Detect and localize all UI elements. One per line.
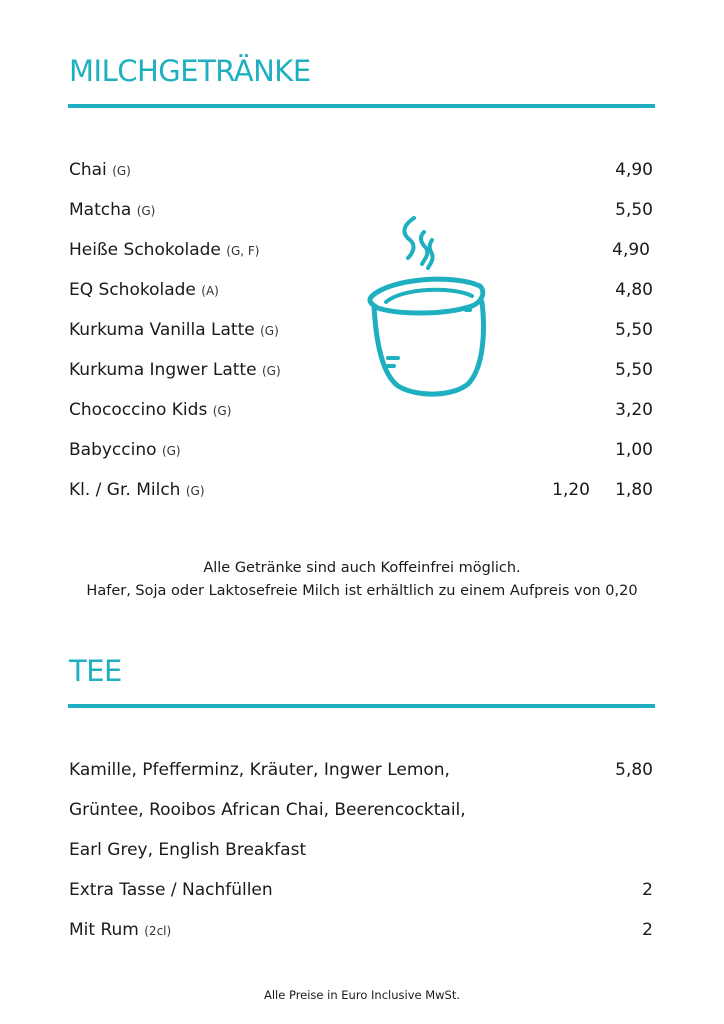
- item-name: Babyccino: [69, 440, 157, 460]
- allergen-note: (G): [212, 404, 232, 418]
- section-divider-tea: [68, 704, 655, 708]
- allergen-note: (G): [261, 364, 281, 378]
- hot-cup-icon: [362, 212, 492, 402]
- menu-item: [69, 158, 655, 182]
- item-name: Extra Tasse / Nachfüllen: [69, 880, 273, 900]
- allergen-note: (A): [201, 284, 219, 298]
- item-price: 5,50: [615, 360, 653, 380]
- item-price-small: 1,20: [552, 480, 590, 500]
- item-name: Kurkuma Vanilla Latte: [69, 320, 255, 340]
- item-name: Heiße Schokolade: [69, 240, 221, 260]
- item-name-wrap: [69, 198, 155, 223]
- item-name: Chai: [69, 160, 107, 180]
- item-price: 1,80: [615, 480, 653, 500]
- size-note: (2cl): [144, 924, 172, 938]
- allergen-note: (G): [260, 324, 279, 338]
- item-price: 5,50: [615, 320, 653, 340]
- item-name: Kurkuma Ingwer Latte: [69, 360, 257, 380]
- item-name: Grüntee, Rooibos African Chai, Beerencocktail,: [69, 800, 466, 820]
- item-price: 5,50: [615, 200, 653, 220]
- footer-note: Alle Preise in Euro Inclusive MwSt.: [263, 988, 461, 1002]
- note-line: Hafer, Soja oder Laktosefreie Milch ist erhältlich zu einem Aufpreis von 0,20: [86, 583, 638, 599]
- section-title-milk: MILCHGETRÄNKE: [69, 54, 311, 88]
- item-name-wrap: [69, 278, 219, 303]
- item-name: Kamille, Pfefferminz, Kräuter, Ingwer Lemon,: [69, 760, 450, 780]
- item-name-wrap: [69, 438, 181, 463]
- item-price: 2: [642, 880, 653, 900]
- item-price: 2: [642, 920, 653, 940]
- item-price: 4,90: [612, 240, 650, 260]
- menu-item: [69, 758, 655, 782]
- item-name-wrap: [69, 238, 260, 263]
- section-divider-milk: [68, 104, 655, 108]
- menu-item: [69, 798, 655, 822]
- item-name: Mit Rum: [69, 920, 139, 940]
- item-price: 3,20: [615, 400, 653, 420]
- item-name-wrap: [69, 158, 131, 183]
- item-price: 4,80: [615, 280, 653, 300]
- item-name: Earl Grey, English Breakfast: [69, 840, 307, 860]
- menu-item: [69, 918, 655, 942]
- item-name: Matcha: [69, 200, 132, 220]
- allergen-note: (G): [161, 444, 181, 458]
- menu-item: [69, 438, 655, 462]
- note-line: Alle Getränke sind auch Koffeinfrei möglich.: [203, 560, 521, 576]
- milk-notes: [62, 557, 662, 603]
- allergen-note: (G, F): [226, 244, 260, 258]
- item-name-wrap: [69, 918, 171, 943]
- allergen-note: (G): [136, 204, 156, 218]
- item-price: 4,90: [615, 160, 653, 180]
- item-name: Chococcino Kids: [69, 400, 208, 420]
- item-name: EQ Schokolade: [69, 280, 196, 300]
- item-name-wrap: [69, 318, 279, 343]
- allergen-note: (G): [185, 484, 205, 498]
- item-name-wrap: [69, 398, 231, 423]
- menu-item: [69, 878, 655, 902]
- item-name: Kl. / Gr. Milch: [69, 480, 181, 500]
- item-price: 5,80: [615, 760, 653, 780]
- item-price: 1,00: [615, 440, 653, 460]
- menu-item: [69, 478, 655, 502]
- allergen-note: (G): [112, 164, 131, 178]
- item-name-wrap: [69, 478, 205, 503]
- item-name-wrap: [69, 358, 281, 383]
- section-title-tea: TEE: [69, 654, 122, 688]
- menu-item: [69, 838, 655, 862]
